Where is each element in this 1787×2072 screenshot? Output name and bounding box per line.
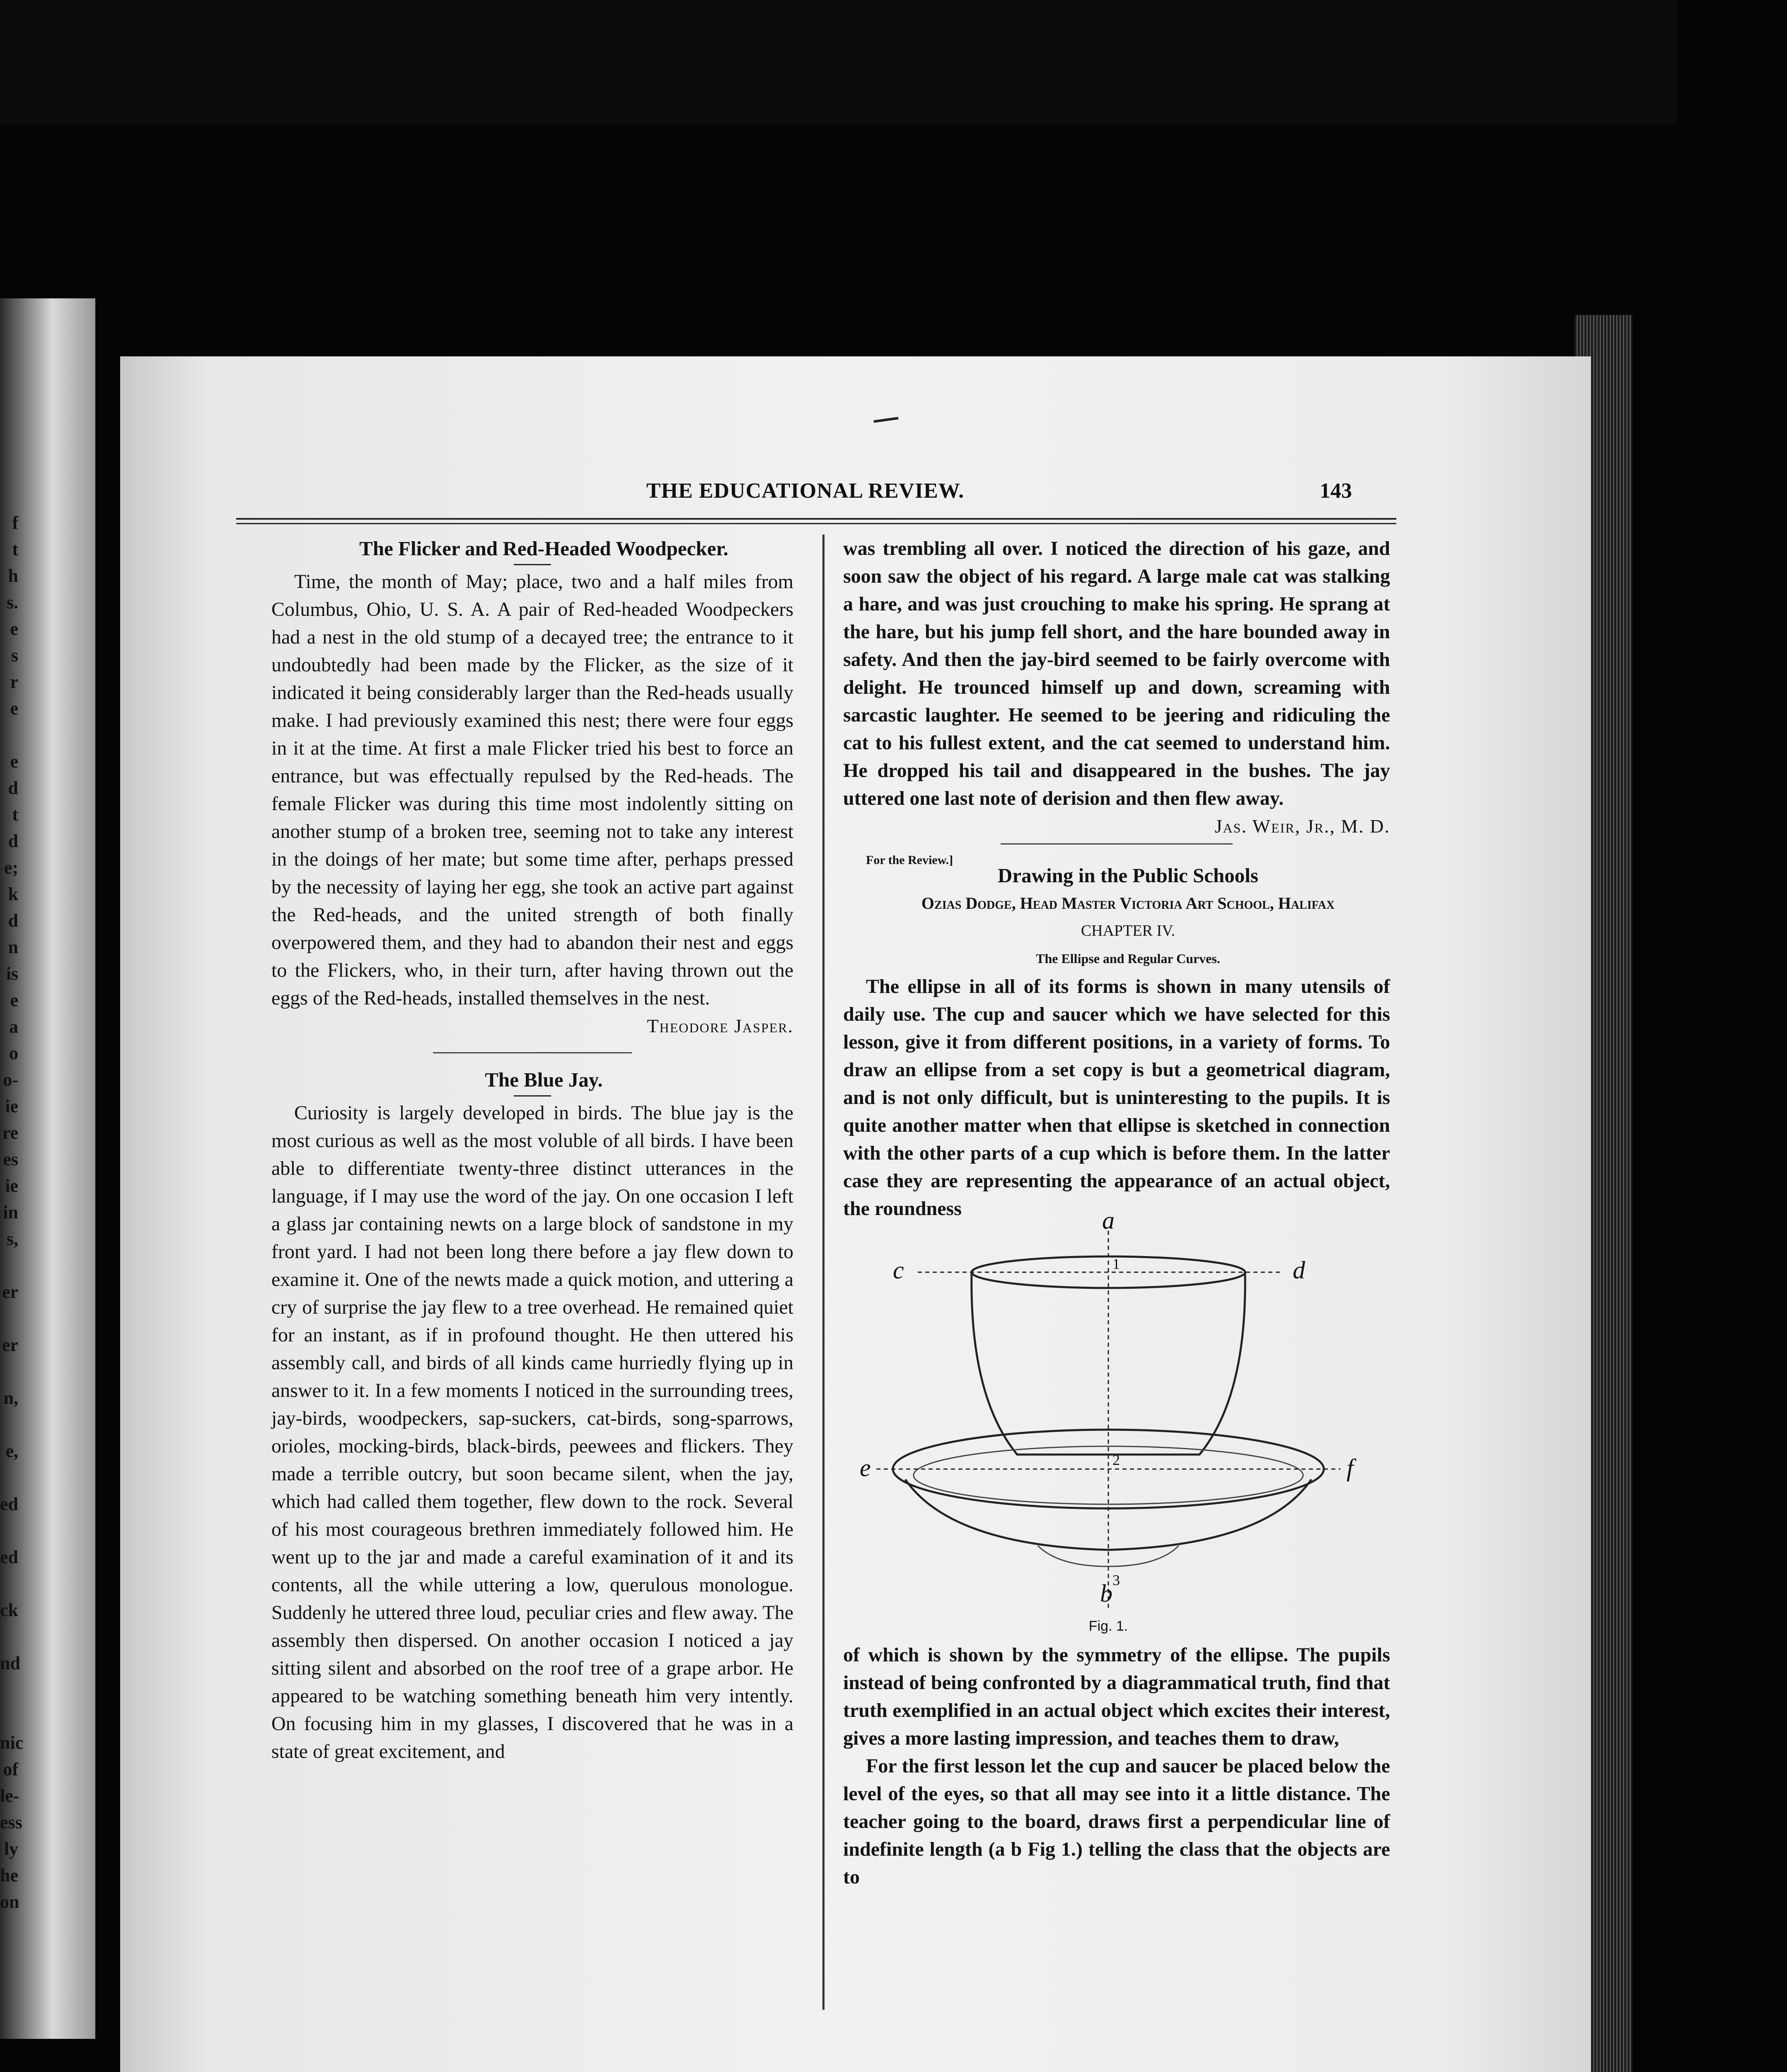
point-2: 2	[1112, 1452, 1120, 1468]
facing-page-fragment: o-	[3, 1070, 18, 1090]
facing-page-fragment: h	[8, 566, 18, 586]
facing-page-fragment: n	[8, 937, 18, 957]
article-body-drawing-3: For the first lesson let the cup and saucer be placed below the level of the eyes, so that all may see into it a little distance. The teacher going to the board, draws first a perpendicular line of indefinite length (a b Fig 1.) telling the class that the objects are to	[843, 1755, 1390, 1888]
facing-page-fragment: d	[8, 831, 18, 851]
dark-top-band	[0, 0, 1677, 124]
facing-page-fragment: ie	[5, 1176, 18, 1196]
facing-page-fragment	[0, 1411, 18, 1438]
facing-page-fragment: s.	[6, 592, 18, 612]
facing-page-fragment: a	[9, 1017, 18, 1037]
facing-page-fragment: s,	[6, 1229, 18, 1249]
facing-page-fragment: d	[8, 910, 18, 931]
facing-page-fragment: e	[10, 751, 18, 772]
signature-weir: Jas. Weir, Jr., M. D.	[1214, 816, 1390, 837]
running-title: THE EDUCATIONAL REVIEW.	[646, 479, 965, 503]
facing-page-fragment: ly	[4, 1839, 18, 1859]
facing-page-fragment: re	[2, 1123, 18, 1143]
left-column	[271, 535, 793, 1765]
facing-page-fragment: ie	[5, 1096, 18, 1116]
facing-page-fragment	[0, 1518, 18, 1544]
facing-page-fragment	[0, 722, 18, 748]
facing-page-fragment: e	[10, 619, 18, 639]
facing-page-fragment: in	[3, 1202, 18, 1222]
facing-page-fragment	[0, 1358, 18, 1385]
facing-page-fragment: es	[3, 1149, 18, 1169]
facing-page-fragment: r	[10, 672, 18, 692]
page-number: 143	[1320, 479, 1352, 503]
facing-page-fragment: t	[12, 804, 18, 825]
facing-page-fragment: f	[12, 513, 18, 533]
article-body-drawing-1: The ellipse in all of its forms is shown in many utensils of daily use. The cup and saucer which we have selected for this lesson, give it from different positions, in a variety of forms. To draw an ellipse from a set copy is but a geometrical diagram, and is not only difficult, but is uninteresting to the pupils. It is quite another matter when that ellipse is sketched in connection with the other parts of a cup which is before them. In the latter case they are representing the appearance of an actual object, the roundness	[843, 975, 1390, 1220]
facing-page-fragment: of	[3, 1759, 18, 1779]
facing-page-fragment: er	[2, 1335, 18, 1355]
facing-page-fragment: n,	[3, 1388, 18, 1408]
header-rule	[236, 518, 1396, 524]
point-1: 1	[1112, 1256, 1120, 1272]
article-body-blue-jay: Curiosity is largely developed in birds. The blue jay is the most curious as well as the most voluble of all birds. I have been able to differentiate twenty-three distinct utterances in the language, if I may use the word of the jay. On one occasion I left a glass jar containing newts on a large block of sandstone in my front yard. I had not been long there before a jay flew down to examine it. One of the newts made a quick motion, and uttering a cry of surprise the jay flew to a tree overhead. He remained quiet for an instant, as if in profound thought. He then uttered his assembly call, and birds of all kinds came hurriedly flying up in answer to it. In a few moments I noticed in the surrounding trees, jay-birds, woodpeckers, sap-suckers, cat-birds, song-sparrows, orioles, mocking-birds, black-birds, peewees and flickers. They made a terrible outcry, but soon became silent, when the jay, which had called them together, flew down to the rock. Several of his most courageous brethren immediately followed him. He went up to the jar and made a careful examination of it and its contents, all the while uttering a low, querulous monologue. Suddenly he uttered three loud, peculiar cries and flew away. The assembly then dispersed. On another occasion I noticed a jay sitting silent and absorbed on the roof tree of a grape arbor. He appeared to be watching something beneath him very intently. On focusing him in my glasses, I discovered that he was in a state of great excitement, and	[271, 1102, 793, 1762]
article-title-drawing: Drawing in the Public Schools	[998, 864, 1258, 887]
label-c: c	[893, 1256, 904, 1284]
facing-page-fragment	[0, 1305, 18, 1332]
facing-page-fragment: on	[0, 1892, 19, 1912]
facing-page-fragment: ed	[0, 1547, 18, 1567]
facing-page-fragment: k	[8, 884, 18, 904]
section-divider	[433, 1052, 632, 1053]
facing-page-fragment: er	[2, 1282, 18, 1302]
label-b: b	[1100, 1580, 1112, 1607]
article-body-blue-jay-continued: was trembling all over. I noticed the direction of his gaze, and soon saw the object of his regard. A large male cat was stalking a hare, and was just crouching to make his spring. He sprang at the hare, but his jump fell short, and the hare bounded away in safety. And then the jay-bird seemed to be fairly overcome with delight. He trounced himself up and down, screaming with sarcastic laughter. He seemed to be jeering and ridiculing the cat to his fullest extent, and the cat seemed to understand him. He dropped his tail and disappeared in the bushes. The jay uttered one last note of derision and then flew away.	[843, 537, 1390, 809]
article-body-flicker: Time, the month of May; place, two and a half miles from Columbus, Ohio, U. S. A. A pair of Red-headed Woodpeckers had a nest in the old stump of a decayed tree; the entrance to it undoubtedly had been made by the Flicker, as the size of it indicated it being considerably larger than the Red-heads usually make. I had previously examined this nest; there were four eggs in it at the time. At first a male Flicker tried his best to force an entrance, but was effectually repulsed by the Red-heads. The female Flicker was during this time most indolently sitting on another stump of a broken tree, seeming not to take any interest in the doings of her mate; but some time after, perhaps pressed by the necessity of laying her egg, she took an active part against the Red-heads, and the united strength of both finally overpowered them, and they had to abandon their nest and eggs to the Flickers, who, in their turn, after having thrown out the eggs of the Red-heads, installed themselves in the nest.	[271, 571, 793, 1009]
article-title-blue-jay: The Blue Jay.	[485, 1068, 603, 1091]
article-body-drawing-2: of which is shown by the symmetry of the ellipse. The pupils instead of being confronted by a diagrammatical truth, find that truth exemplified in an actual object which excites their interest, gives a more lasting impression, and teaches them to draw,	[843, 1644, 1390, 1749]
facing-page-fragment: e,	[5, 1441, 18, 1461]
point-3: 3	[1112, 1572, 1120, 1588]
facing-page-fragment: he	[0, 1865, 18, 1886]
label-f: f	[1347, 1454, 1354, 1481]
facing-page-fragment: ed	[0, 1494, 18, 1514]
facing-page-fragment: ess	[0, 1812, 22, 1832]
chapter-subheading: The Ellipse and Regular Curves.	[1036, 951, 1220, 966]
facing-page-fragment	[0, 1624, 18, 1650]
facing-page-fragment: e	[10, 698, 18, 719]
source-tag: For the Review.]	[866, 853, 953, 867]
facing-page-fragment: nic	[0, 1733, 24, 1753]
facing-page-fragment	[0, 1677, 18, 1703]
label-a: a	[1102, 1207, 1115, 1234]
title-rule	[514, 564, 551, 565]
facing-page-fragment: o	[9, 1043, 18, 1063]
facing-page-text-fragments	[0, 510, 24, 1915]
facing-page-fragment: t	[12, 539, 18, 559]
section-divider	[1001, 843, 1233, 845]
signature-jasper: Theodore Jasper.	[647, 1015, 793, 1036]
facing-page-fragment: d	[8, 778, 18, 798]
article-title-flicker: The Flicker and Red-Headed Woodpecker.	[359, 537, 728, 560]
facing-page-fragment	[0, 1252, 18, 1279]
facing-page-fragment: nd	[0, 1653, 20, 1673]
facing-page-fragment: ck	[0, 1600, 18, 1620]
facing-page-fragment: le-	[0, 1786, 19, 1806]
title-rule	[514, 1095, 551, 1097]
column-divider	[822, 535, 825, 2010]
facing-page-fragment	[0, 1571, 18, 1597]
facing-page-fragment: e	[10, 990, 18, 1010]
figure-caption: Fig. 1.	[1088, 1618, 1128, 1634]
article-byline: Ozias Dodge, Head Master Victoria Art School, Halifax	[921, 894, 1335, 913]
facing-page-fragment	[0, 1703, 18, 1730]
label-d: d	[1293, 1256, 1305, 1284]
right-column	[843, 535, 1390, 1891]
facing-page-fragment: s	[11, 645, 18, 666]
chapter-heading: CHAPTER IV.	[1081, 922, 1175, 939]
facing-page-fragment: is	[6, 963, 18, 984]
facing-page-fragment	[0, 1464, 18, 1491]
label-e: e	[860, 1454, 871, 1481]
facing-page-fragment: e;	[4, 857, 18, 878]
cup-and-saucer-figure	[843, 1207, 1390, 1641]
